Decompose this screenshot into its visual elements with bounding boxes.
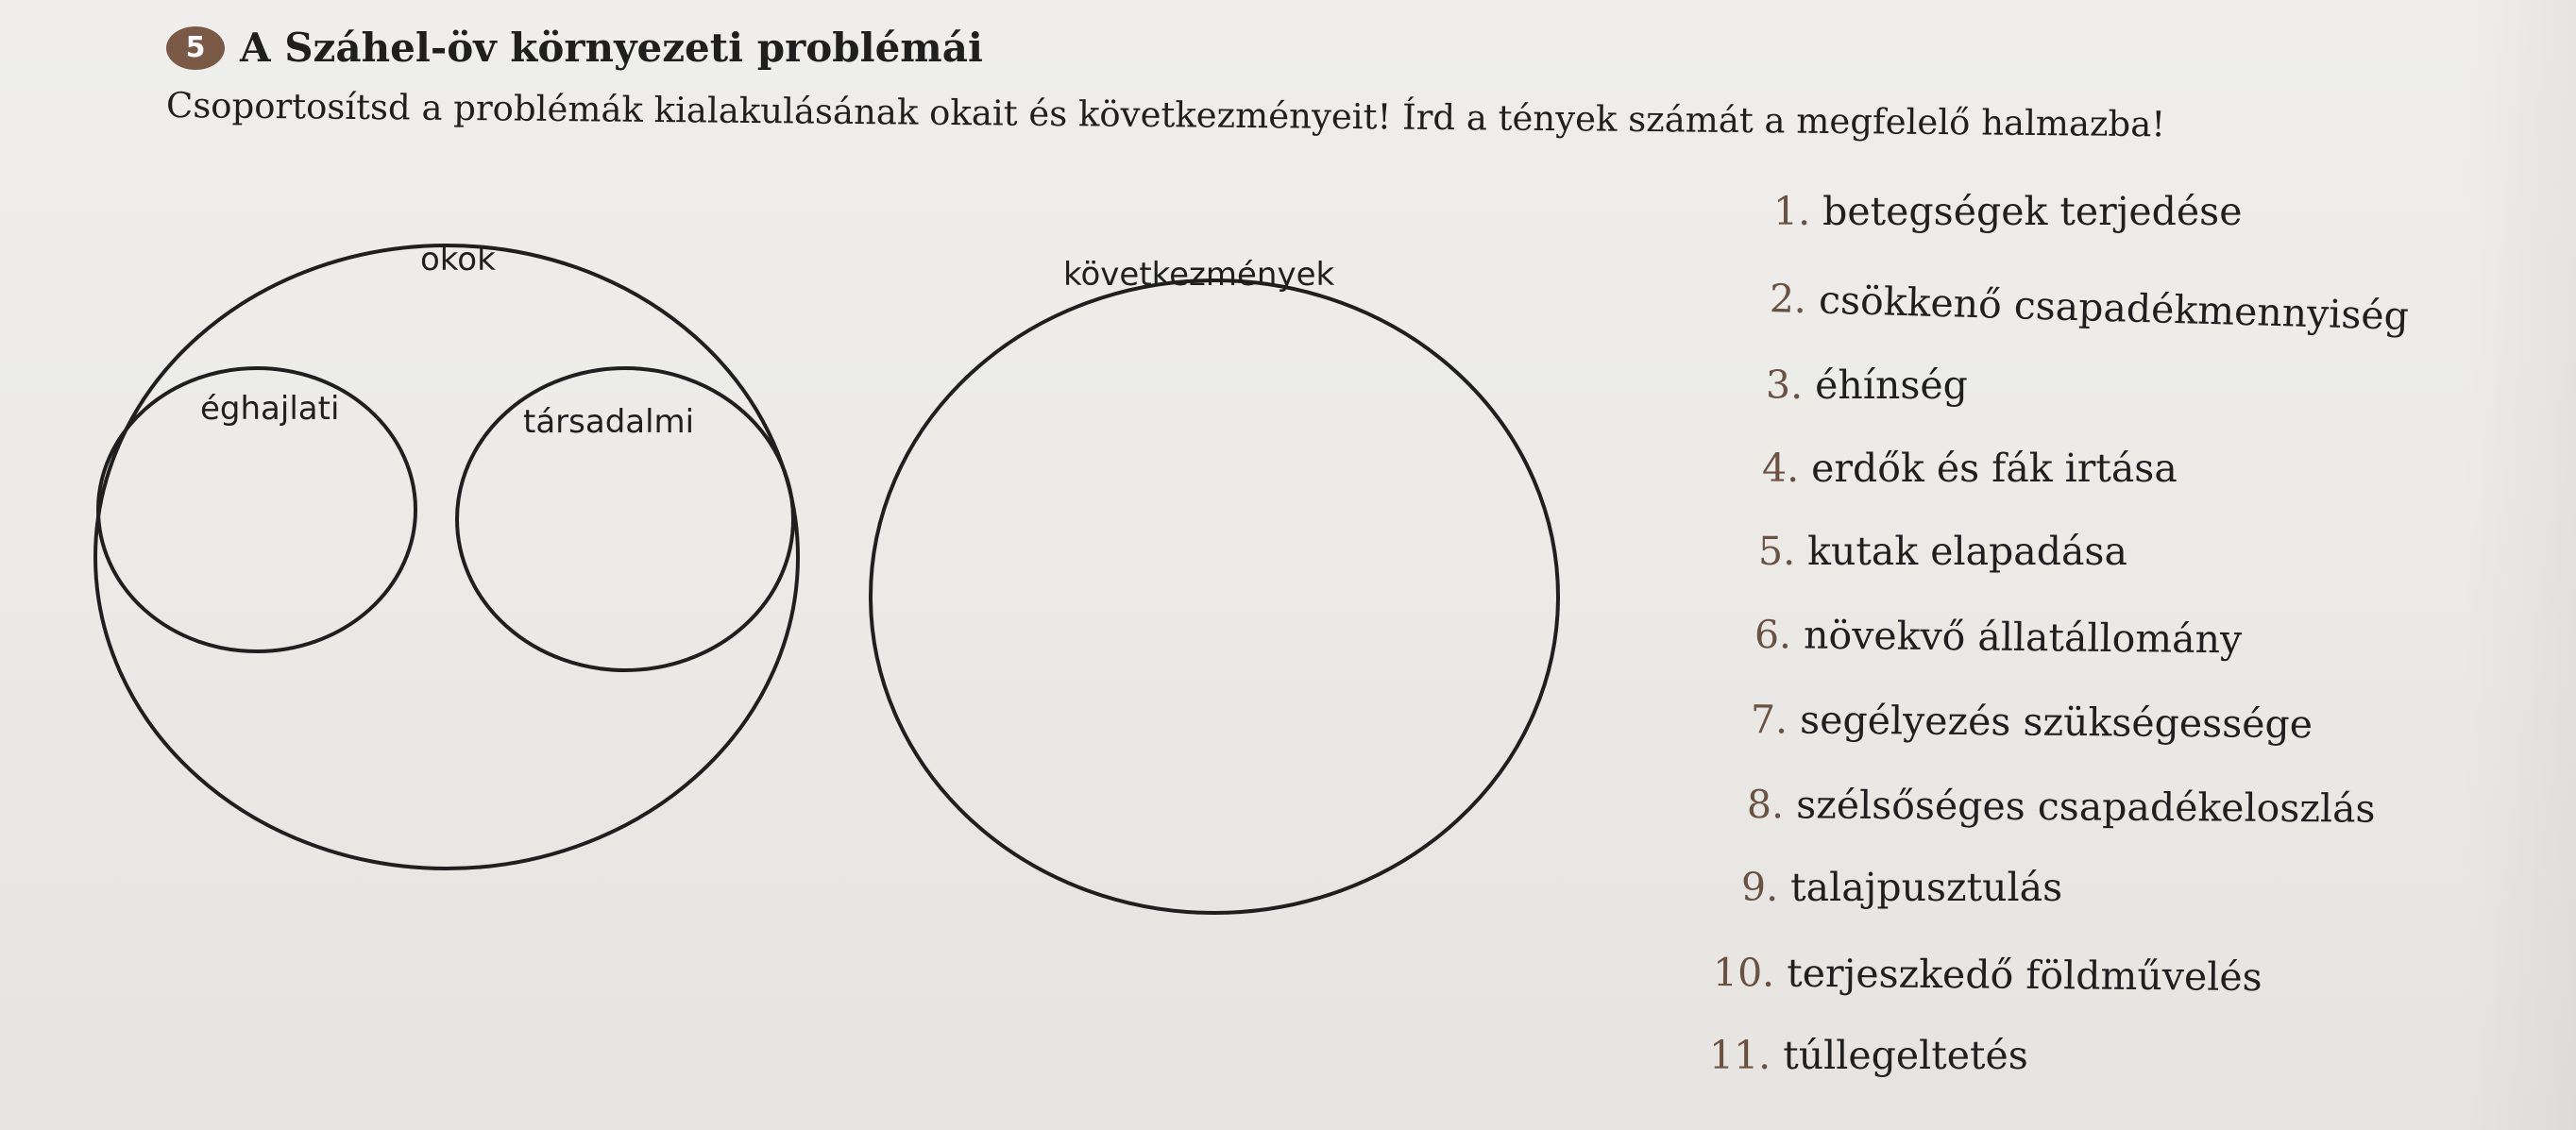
fact-number: 1. [1773, 189, 1811, 234]
fact-item [1747, 782, 2376, 832]
fact-number: 9. [1741, 865, 1779, 910]
fact-item [1754, 612, 2243, 662]
fact-item [1751, 697, 2313, 747]
fact-number: 8. [1746, 782, 1785, 828]
fact-item [1773, 189, 2243, 234]
fact-text: segélyezés szükségessége [1799, 697, 2313, 748]
fact-number: 3. [1766, 363, 1804, 408]
task-title: A Száhel-öv környezeti problémái [240, 25, 983, 71]
task-number-badge: 5 [166, 26, 225, 70]
climatic-label: éghajlati [200, 390, 340, 428]
fact-text: terjeszkedő földművelés [1787, 950, 2262, 1001]
consequences-label: következmények [1063, 256, 1335, 294]
fact-item [1762, 446, 2178, 491]
fact-number: 10. [1712, 950, 1775, 996]
fact-number: 5. [1758, 529, 1796, 574]
fact-number: 6. [1754, 612, 1792, 658]
fact-number: 4. [1762, 446, 1800, 491]
fact-text: kutak elapadása [1807, 529, 2127, 574]
fact-text: erdők és fák irtása [1811, 446, 2178, 491]
fact-text: túllegeltetés [1783, 1033, 2028, 1078]
fact-item [1713, 950, 2262, 1000]
fact-text: szélsőséges csapadékeloszlás [1796, 782, 2376, 832]
fact-text: éhínség [1815, 363, 1968, 408]
fact-number: 2. [1769, 276, 1807, 323]
fact-text: talajpusztulás [1790, 865, 2063, 910]
fact-item [1709, 1033, 2028, 1078]
causes-label: okok [420, 241, 496, 278]
fact-text: növekvő állatállomány [1803, 612, 2243, 663]
consequences-circle[interactable] [871, 280, 1558, 913]
fact-item [1758, 529, 2127, 574]
social-label: társadalmi [523, 403, 695, 441]
fact-number: 11. [1709, 1033, 1771, 1078]
fact-text: betegségek terjedése [1822, 189, 2243, 234]
causes-circle[interactable] [95, 245, 798, 869]
fact-text: csökkenő csapadékmennyiség [1818, 277, 2410, 339]
task-instruction: Csoportosítsd a problémák kialakulásának okait és következményeit! Írd a tények számát a megfelelő halmazba! [165, 85, 2166, 145]
fact-item [1741, 865, 2062, 910]
fact-number: 7. [1750, 697, 1788, 743]
fact-item [1766, 363, 1968, 408]
